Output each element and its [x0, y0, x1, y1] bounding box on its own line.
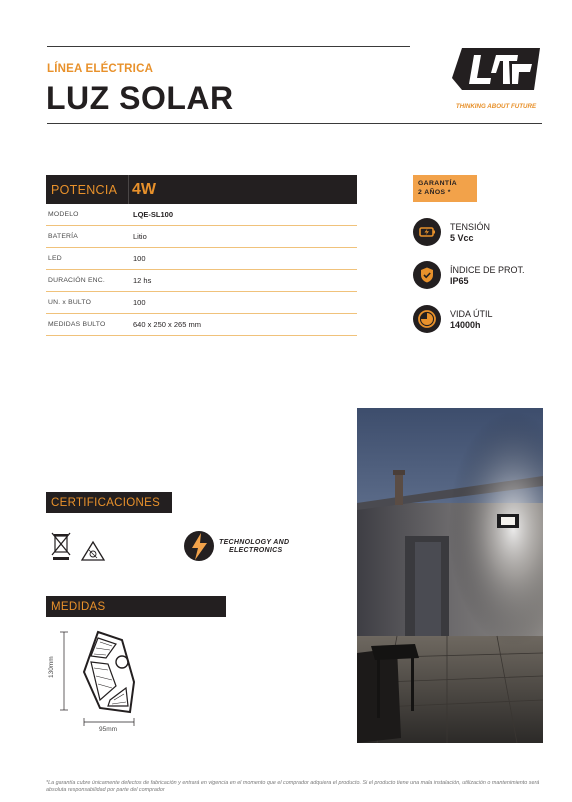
brand-tagline: THINKING ABOUT FUTURE — [455, 103, 537, 110]
hazard-triangle-icon — [80, 540, 106, 562]
product-category: LÍNEA ELÉCTRICA — [47, 63, 154, 75]
spec-row — [46, 314, 357, 336]
weee-bin-icon — [50, 531, 72, 561]
spec-value: 12 hs — [133, 276, 152, 285]
width-label: 95mm — [99, 726, 118, 733]
power-divider — [128, 175, 129, 204]
product-photo — [357, 408, 543, 743]
power-header — [46, 175, 357, 204]
warranty-line2: 2 AÑOS * — [418, 189, 451, 196]
header-bottom-rule — [47, 123, 542, 124]
measures-header — [46, 596, 226, 617]
spec-row — [46, 270, 357, 292]
feature-value: IP65 — [450, 276, 469, 286]
spec-row — [46, 248, 357, 270]
battery-bolt-icon — [413, 218, 441, 246]
height-label: 130mm — [48, 656, 55, 678]
spec-row — [46, 226, 357, 248]
feature-label: TENSIÓN — [450, 222, 491, 232]
power-value: 4W — [132, 181, 156, 198]
lightning-bolt-icon — [182, 529, 216, 563]
measures-title: MEDIDAS — [51, 601, 106, 613]
warranty-line1: GARANTÍA — [418, 180, 458, 187]
spec-value: Litio — [133, 232, 147, 241]
feature-value: 14000h — [450, 320, 481, 330]
spec-label: MEDIDAS BULTO — [48, 321, 106, 328]
tech-badge-line1: TECHNOLOGY AND — [219, 539, 290, 546]
spec-value: 100 — [133, 254, 146, 263]
spec-label: UN. x BULTO — [48, 299, 92, 306]
spec-label: BATERÍA — [48, 233, 78, 240]
feature-label: VIDA ÚTIL — [450, 309, 493, 319]
feature-label: ÍNDICE DE PROT. — [450, 265, 525, 275]
shield-check-icon — [413, 261, 441, 289]
spec-label: LED — [48, 255, 62, 262]
warranty-disclaimer: *La garantía cubre únicamente defectos de fabricación y entrará en vigencia en el momento que el comprador adquiera el producto. Si el producto tiene una mala instalación, utilización o mantenimiento será absoluta responsabilidad por parte del comprador — [46, 780, 540, 793]
page-title: LUZ SOLAR — [46, 80, 234, 116]
spec-value: 640 x 250 x 265 mm — [133, 320, 201, 329]
spec-label: DURACIÓN ENC. — [48, 277, 105, 284]
spec-value: 100 — [133, 298, 146, 307]
warranty-badge — [413, 175, 477, 202]
dimension-drawing — [60, 628, 150, 740]
certifications-header — [46, 492, 172, 513]
top-rule — [47, 46, 410, 47]
power-label: POTENCIA — [51, 183, 118, 197]
brand-logo — [448, 46, 542, 110]
clock-icon — [413, 305, 441, 333]
spec-label: MODELO — [48, 211, 79, 218]
spec-value: LQE-SL100 — [133, 210, 174, 219]
spec-row — [46, 204, 357, 226]
certifications-title: CERTIFICACIONES — [51, 497, 161, 509]
spec-row — [46, 292, 357, 314]
feature-value: 5 Vcc — [450, 233, 474, 243]
tech-badge-line2: ELECTRONICS — [229, 547, 283, 554]
